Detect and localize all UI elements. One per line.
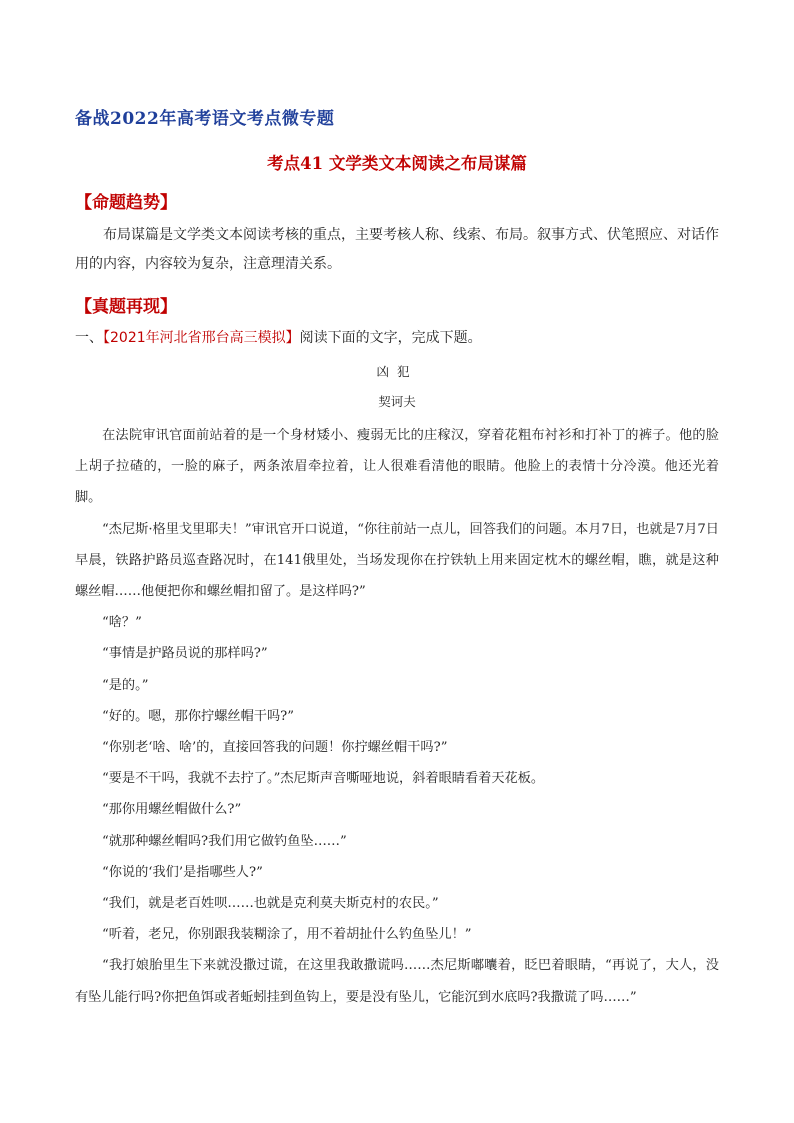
story-paragraph: “啥？” [102,615,142,631]
story-title: 凶犯 [376,364,418,379]
story-paragraph: “好的。嗯，那你拧螺丝帽干吗?” [102,708,294,724]
series-title: 备战2022年高考语文考点微专题 [75,109,335,129]
story-paragraph: “要是不干吗，我就不去拧了。”杰尼斯声音嘶哑地说，斜着眼睛看着天花板。 [102,771,545,787]
story-paragraph: “我打娘胎里生下来就没撒过谎，在这里我敢撒谎吗……杰尼斯嘟囔着，眨巴着眼睛，“再说了，大人，没有坠儿能行吗?你把鱼饵或者蚯蚓挂到鱼钩上，要是没有坠儿，它能沉到水底吗?我撒谎了吗……” [75,958,719,1005]
story-paragraph: “我们，就是老百姓呗……也就是克利莫夫斯克村的农民。” [102,896,439,912]
page-title: 考点41 文学类文本阅读之布局谋篇 [267,154,527,173]
question-source: 【2021年河北省邢台高三模拟】 [103,330,300,346]
question-prefix: 一、 [75,330,103,346]
story-paragraph: “杰尼斯·格里戈里耶夫！”审讯官开口说道，“你往前站一点儿，回答我们的问题。本月7日，也就是7月7日早晨，铁路护路员巡查路况时，在141俄里处，当场发现你在拧铁轨上用来固定枕木的螺丝帽，瞧，就是这种螺丝帽……他便把你和螺丝帽扣留了。是这样吗?” [75,521,719,600]
story-paragraph: “那你用螺丝帽做什么?” [102,802,242,818]
trend-paragraph: 布局谋篇是文学类文本阅读考核的重点，主要考核人称、线索、布局。叙事方式、伏笔照应、对话作用的内容，内容较为复杂，注意理清关系。 [75,227,719,272]
question-line [75,327,482,347]
section-heading-real: 【真题再现】 [75,297,177,317]
story-author: 契诃夫 [378,394,416,409]
story-paragraph: “是的。” [102,677,149,693]
story-paragraph: “你说的‘我们’是指哪些人?” [102,864,263,880]
question-instruction: 阅读下面的文字，完成下题。 [299,330,482,346]
story-paragraph: “听着，老兄，你别跟我装糊涂了，用不着胡扯什么钓鱼坠儿！” [102,927,472,943]
story-paragraph: “你别老‘啥、啥’的，直接回答我的问题！你拧螺丝帽干吗?” [102,740,448,756]
section-heading-trend: 【命题趋势】 [75,193,177,213]
story-paragraph: “就那种螺丝帽吗?我们用它做钓鱼坠……” [102,833,347,849]
story-paragraph: “事情是护路员说的那样吗?” [102,646,268,662]
story-paragraph: 在法院审讯官面前站着的是一个身材矮小、瘦弱无比的庄稼汉，穿着花粗布衬衫和打补丁的裤子。他的脸上胡子拉碴的，一脸的麻子，两条浓眉牵拉着，让人很难看清他的眼睛。他脸上的表情十分冷漠。他还光着脚。 [75,428,719,506]
story-body [75,420,719,1013]
